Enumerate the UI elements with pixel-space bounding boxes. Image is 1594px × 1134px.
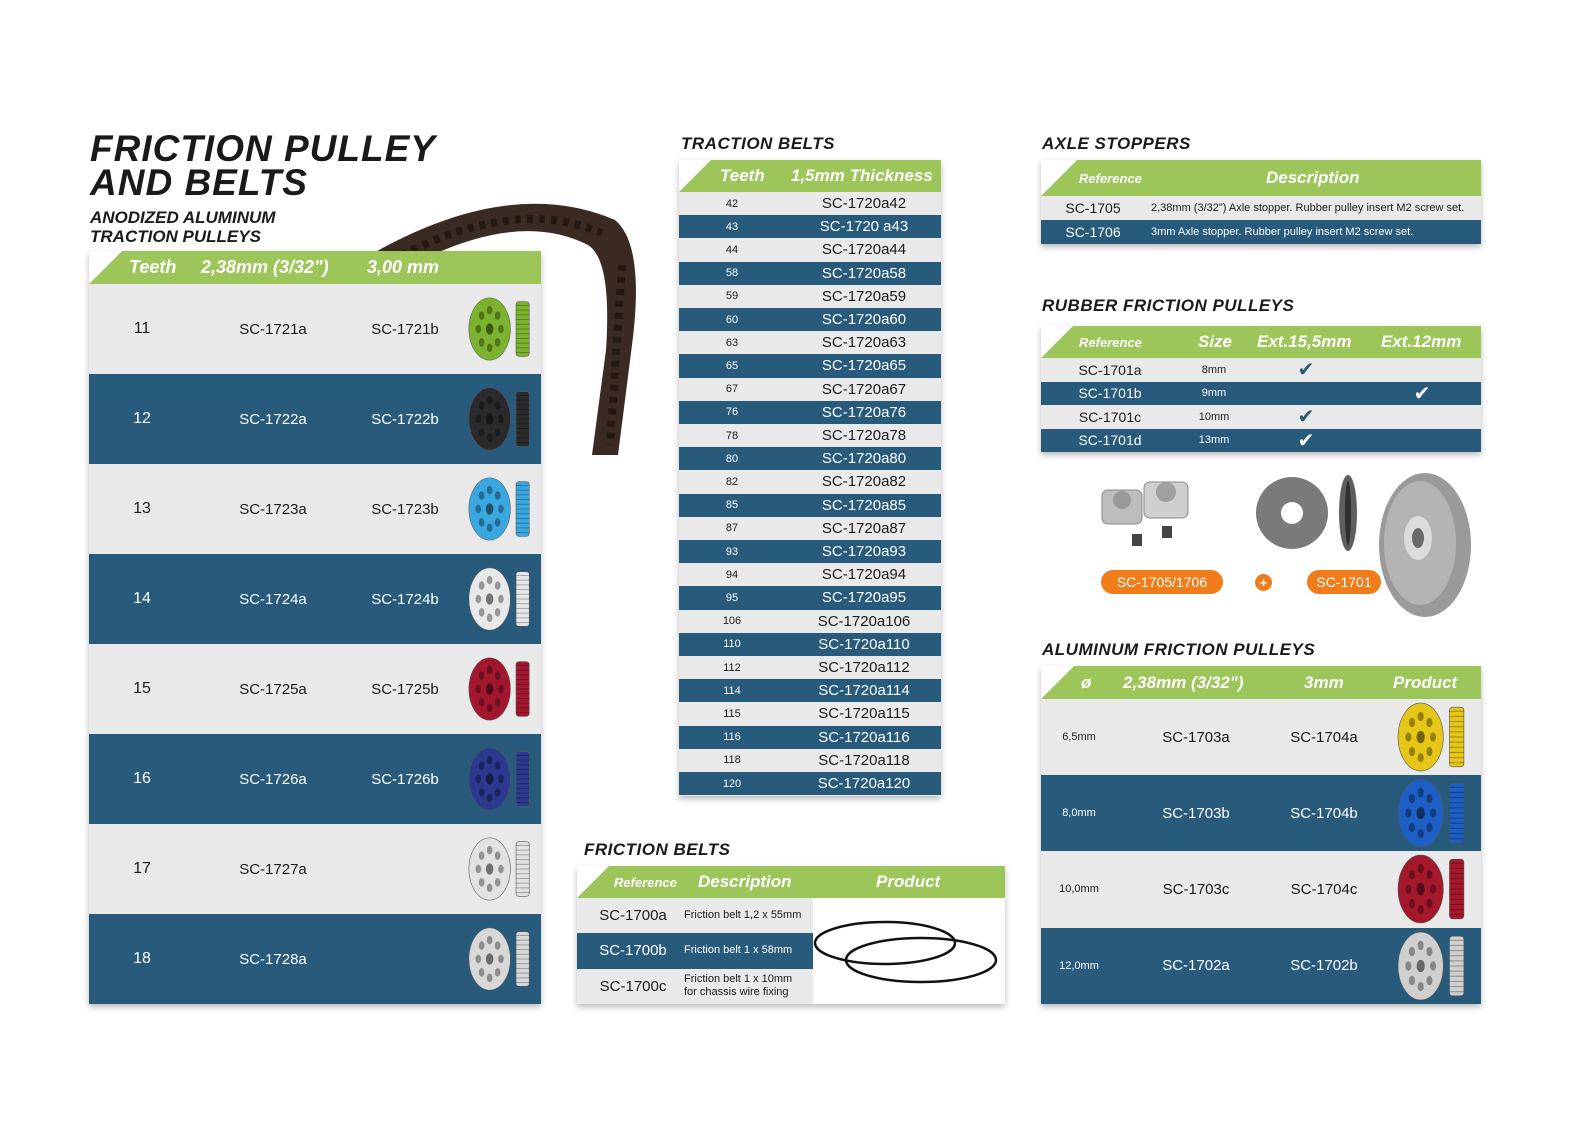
pulley-icon: [467, 474, 533, 544]
table-row: [679, 726, 941, 749]
belt-ref-cell: SC-1720a65: [821, 357, 907, 375]
teeth-cell: 94: [725, 568, 739, 581]
table-row: [679, 192, 941, 215]
ref-238-cell: SC-1728a: [239, 950, 307, 968]
teeth-cell: 85: [725, 499, 739, 512]
table-row: [679, 563, 941, 586]
ref-3mm-cell: SC-1702b: [1290, 957, 1358, 975]
belt-ref-cell: SC-1720a118: [818, 751, 910, 769]
table-row: [679, 772, 941, 795]
table-row: [1041, 220, 1481, 244]
teeth-cell: 115: [723, 707, 741, 720]
belt-ref-cell: SC-1720a94: [821, 566, 907, 584]
table-row: [679, 633, 941, 656]
friction-belt-desc-cell: [684, 898, 812, 933]
table-row: [679, 749, 941, 772]
traction-belts-table: [679, 160, 941, 796]
rubber-pulleys-header: [1041, 326, 1481, 358]
diameter-cell: 12,0mm: [1059, 959, 1099, 972]
teeth-cell: 58: [725, 267, 739, 280]
friction-belt-ref-cell: SC-1700c: [599, 977, 667, 995]
belt-ref-cell: SC-1720a80: [821, 450, 907, 468]
pulley-image: [1387, 775, 1477, 851]
belt-ref-cell: SC-1720a110: [818, 635, 910, 653]
aluminum-pulleys-table: [1041, 666, 1481, 1004]
teeth-cell: 17: [133, 860, 151, 877]
belt-ref-cell: SC-1720a106: [817, 612, 911, 630]
pulley-image: [464, 914, 536, 1004]
teeth-cell: 11: [133, 320, 151, 337]
table-row: [679, 470, 941, 493]
belt-ref-cell: SC-1720a76: [821, 403, 907, 421]
page-title-line2: AND BELTS: [90, 162, 308, 203]
pulley-icon: [1395, 777, 1469, 849]
belt-ref-cell: SC-1720a95: [821, 589, 907, 607]
teeth-cell: 93: [725, 545, 739, 558]
diameter-cell: 10,0mm: [1059, 883, 1099, 896]
teeth-cell: 12: [133, 410, 151, 427]
size-cell: 9mm: [1201, 387, 1227, 400]
teeth-cell: 82: [725, 475, 739, 488]
belt-ref-cell: SC-1720a87: [821, 519, 907, 537]
ext155-check-icon: [1271, 382, 1341, 406]
belt-ref-cell: SC-1720a58: [821, 264, 907, 282]
teeth-cell: 65: [725, 359, 739, 372]
teeth-cell: 112: [723, 661, 741, 674]
teeth-cell: 13: [133, 500, 151, 517]
friction-belt-desc-cell: [684, 969, 812, 1004]
rubber-ref-cell: SC-1701b: [1078, 385, 1142, 402]
header-ext155: Ext.15,5mm: [1257, 332, 1352, 351]
rubber-pulley-reference-pill: SC-1701: [1307, 570, 1381, 594]
size-cell: 8mm: [1201, 363, 1227, 376]
table-row: [679, 215, 941, 238]
table-row: [89, 284, 541, 374]
table-row: [89, 824, 541, 914]
table-row: [679, 285, 941, 308]
teeth-cell: 76: [725, 406, 739, 419]
pulley-icon: [467, 834, 533, 904]
belt-ref-cell: SC-1720a78: [821, 427, 907, 445]
traction-belts-title: TRACTION BELTS: [681, 134, 836, 153]
teeth-cell: 110: [723, 638, 741, 651]
belt-ref-cell: SC-1720a60: [821, 311, 907, 329]
ref-238-cell: SC-1702a: [1162, 957, 1230, 975]
pulley-image: [464, 644, 536, 734]
friction-belt-desc-cell: [684, 933, 812, 968]
belt-ref-cell: SC-1720a82: [821, 473, 907, 491]
axle-stoppers-header: [1041, 160, 1481, 196]
traction-belts-header: [679, 160, 941, 192]
rubber-ref-cell: SC-1701a: [1078, 361, 1142, 378]
header-238mm: 2,38mm (3/32"): [201, 257, 329, 277]
pulley-icon: [467, 384, 533, 454]
teeth-cell: 87: [725, 522, 739, 535]
ext12-check-icon: [1387, 429, 1457, 453]
belt-ref-cell: SC-1720a120: [817, 775, 911, 793]
teeth-cell: 78: [725, 429, 739, 442]
diameter-cell: 6,5mm: [1062, 731, 1096, 744]
teeth-cell: 80: [725, 452, 739, 465]
header-diameter: ø: [1081, 672, 1092, 692]
page-subtitle-line2: TRACTION PULLEYS: [90, 227, 261, 246]
header-teeth: Teeth: [720, 166, 765, 185]
table-row: [577, 898, 813, 933]
page-title-line1: FRICTION PULLEY: [90, 128, 436, 169]
traction-pulleys-table: [89, 251, 541, 1004]
pulley-icon: [1395, 930, 1469, 1002]
teeth-cell: 106: [722, 615, 742, 628]
table-row: [679, 262, 941, 285]
ref-3mm-cell: SC-1704b: [1290, 804, 1358, 822]
table-row: [89, 644, 541, 734]
header-description: Description: [1266, 168, 1360, 187]
table-row: [679, 517, 941, 540]
friction-belts-table: [577, 866, 1005, 1004]
header-ext12: Ext.12mm: [1381, 332, 1462, 351]
rubber-ref-cell: SC-1701c: [1078, 408, 1142, 425]
ref-238-cell: SC-1721a: [239, 320, 307, 338]
friction-belt-ref-cell: SC-1700b: [599, 942, 667, 960]
teeth-cell: 95: [725, 591, 739, 604]
belt-ref-cell: SC-1720a114: [818, 682, 910, 700]
belt-ref-cell: SC-1720a85: [821, 496, 907, 514]
desc-line1: Friction belt 1 x 10mm: [684, 973, 793, 986]
header-product: Product: [1393, 672, 1458, 692]
teeth-cell: 16: [133, 770, 151, 787]
ref-3mm-cell: SC-1721b: [371, 320, 439, 338]
stopper-desc-cell: 2,38mm (3/32") Axle stopper. Rubber pulley insert M2 screw set.: [1151, 202, 1465, 214]
ext155-check-icon: ✔: [1297, 359, 1315, 382]
header-thickness: 1,5mm Thickness: [791, 166, 933, 185]
belt-ref-cell: SC-1720a42: [821, 195, 907, 213]
ref-3mm-cell: SC-1704a: [1290, 728, 1358, 746]
teeth-cell: 63: [725, 336, 739, 349]
rubber-pulley-side-icon: [1339, 475, 1357, 551]
header-reference: Reference: [1079, 170, 1142, 186]
teeth-cell: 44: [725, 243, 739, 256]
pulley-image: [464, 734, 536, 824]
friction-belt-ref-cell: SC-1700a: [599, 907, 667, 925]
pulley-image: [1387, 699, 1477, 775]
header-reference: Reference: [1079, 334, 1142, 350]
traction-pulleys-header: [89, 251, 541, 284]
table-row: [679, 354, 941, 377]
table-row: [1041, 928, 1481, 1004]
size-cell: 13mm: [1198, 434, 1230, 447]
belt-ref-cell: SC-1720a116: [818, 728, 910, 746]
ref-3mm-cell: [351, 824, 459, 914]
table-row: [679, 679, 941, 702]
ext155-check-icon: ✔: [1297, 429, 1315, 452]
table-row: [1041, 851, 1481, 927]
ref-3mm-cell: SC-1724b: [371, 590, 439, 608]
pulley-icon: [467, 744, 533, 814]
table-row: [679, 610, 941, 633]
ref-238-cell: SC-1727a: [239, 860, 307, 878]
pulley-icon: [1395, 853, 1469, 925]
teeth-cell: 18: [133, 950, 151, 967]
friction-belt-product-image: [813, 898, 1005, 1004]
table-row: [679, 401, 941, 424]
teeth-cell: 59: [725, 290, 739, 303]
ext12-check-icon: [1387, 358, 1457, 382]
pulley-image: [1387, 928, 1477, 1004]
header-teeth: Teeth: [129, 257, 177, 277]
teeth-cell: 120: [722, 777, 742, 790]
ref-3mm-cell: SC-1723b: [371, 500, 439, 518]
stopper-reference-pill: SC-1705/1706: [1101, 570, 1223, 594]
table-row: [679, 331, 941, 354]
table-row: [679, 447, 941, 470]
header-238mm: 2,38mm (3/32"): [1123, 672, 1244, 692]
ref-238-cell: SC-1703b: [1162, 804, 1230, 822]
table-row: [1041, 775, 1481, 851]
ref-3mm-cell: SC-1725b: [371, 680, 439, 698]
pulley-icon: [467, 294, 533, 364]
teeth-cell: 116: [723, 731, 741, 744]
teeth-cell: 67: [725, 383, 739, 396]
ext12-check-icon: [1387, 405, 1457, 429]
table-row: [679, 424, 941, 447]
ext12-check-icon: ✔: [1413, 382, 1431, 405]
table-row: [679, 656, 941, 679]
belt-ref-cell: SC-1720 a43: [819, 218, 909, 236]
aluminum-pulleys-title: ALUMINUM FRICTION PULLEYS: [1042, 640, 1316, 659]
header-size: Size: [1198, 332, 1233, 351]
header-3mm: 3,00 mm: [367, 257, 440, 277]
pulley-image: [464, 374, 536, 464]
teeth-cell: 43: [725, 220, 739, 233]
ref-3mm-cell: [351, 914, 459, 1004]
plus-icon: +: [1255, 574, 1272, 591]
rubber-pulleys-title: RUBBER FRICTION PULLEYS: [1042, 296, 1295, 315]
ref-238-cell: SC-1725a: [239, 680, 307, 698]
pulley-image: [464, 824, 536, 914]
ext155-check-icon: ✔: [1297, 406, 1315, 429]
belt-ref-cell: SC-1720a44: [821, 241, 907, 259]
table-row: [1041, 196, 1481, 220]
ref-3mm-cell: SC-1722b: [371, 410, 439, 428]
pulley-icon: [1395, 701, 1469, 773]
aluminum-pulleys-header: [1041, 666, 1481, 699]
belt-ref-cell: SC-1720a67: [821, 380, 907, 398]
rubber-pulley-large-icon: [1379, 473, 1471, 617]
axle-stopper-icon: [1102, 482, 1188, 546]
table-row: [1041, 382, 1481, 406]
pulley-image: [464, 464, 536, 554]
table-row: [679, 540, 941, 563]
ref-238-cell: SC-1724a: [239, 590, 307, 608]
diameter-cell: 8,0mm: [1062, 807, 1096, 820]
header-3mm: 3mm: [1304, 672, 1344, 692]
stoppers-and-rubber-pulleys-image: [1090, 470, 1480, 620]
stopper-desc-cell: 3mm Axle stopper. Rubber pulley insert M2 screw set.: [1151, 226, 1414, 238]
friction-belts-header: [577, 866, 1005, 898]
belt-ref-cell: SC-1720a112: [818, 659, 910, 677]
stopper-ref-cell: SC-1706: [1065, 224, 1121, 240]
header-reference: Reference: [614, 874, 677, 890]
teeth-cell: 114: [723, 684, 741, 697]
stopper-ref-cell: SC-1705: [1065, 200, 1121, 216]
table-row: [89, 554, 541, 644]
ref-238-cell: SC-1722a: [239, 410, 307, 428]
size-cell: 10mm: [1198, 410, 1230, 423]
desc-line2: for chassis wire fixing: [684, 986, 789, 999]
table-row: [577, 933, 813, 968]
table-row: [577, 969, 813, 1004]
table-row: [89, 734, 541, 824]
ref-238-cell: SC-1723a: [239, 500, 307, 518]
pulley-image: [464, 284, 536, 374]
belt-ref-cell: SC-1720a63: [821, 334, 907, 352]
teeth-cell: 60: [725, 313, 739, 326]
belt-ref-cell: SC-1720a115: [818, 705, 910, 723]
table-row: [679, 494, 941, 517]
table-row: [1041, 358, 1481, 382]
axle-stoppers-title: AXLE STOPPERS: [1042, 134, 1191, 153]
ref-238-cell: SC-1703a: [1162, 728, 1230, 746]
belt-ref-cell: SC-1720a93: [821, 543, 907, 561]
pulley-icon: [467, 924, 533, 994]
rubber-pulleys-table: [1041, 326, 1481, 452]
desc-line1: Friction belt 1,2 x 55mm: [684, 909, 802, 922]
teeth-cell: 15: [133, 680, 151, 697]
table-row: [679, 378, 941, 401]
table-row: [679, 702, 941, 725]
rubber-washer-icon: [1256, 477, 1328, 549]
ref-3mm-cell: SC-1726b: [371, 770, 439, 788]
table-row: [1041, 699, 1481, 775]
desc-line1: Friction belt 1 x 58mm: [684, 944, 793, 957]
table-row: [679, 238, 941, 261]
page-subtitle: [90, 208, 275, 246]
table-row: [1041, 429, 1481, 453]
table-row: [89, 914, 541, 1004]
belt-ref-cell: SC-1720a59: [821, 287, 907, 305]
ref-3mm-cell: SC-1704c: [1290, 880, 1358, 898]
teeth-cell: 42: [725, 197, 739, 210]
teeth-cell: 118: [723, 754, 741, 767]
rubber-ref-cell: SC-1701d: [1078, 432, 1142, 449]
rubber-belt-icon: [813, 898, 1005, 1004]
teeth-cell: 14: [133, 590, 151, 607]
header-product: Product: [876, 872, 941, 891]
axle-stoppers-table: [1041, 160, 1481, 244]
page-subtitle-line1: ANODIZED ALUMINUM: [90, 208, 276, 227]
pulley-icon: [467, 654, 533, 724]
ref-238-cell: SC-1703c: [1162, 880, 1230, 898]
pulley-image: [464, 554, 536, 644]
ref-238-cell: SC-1726a: [239, 770, 307, 788]
table-row: [679, 308, 941, 331]
table-row: [89, 374, 541, 464]
table-row: [1041, 405, 1481, 429]
table-row: [679, 586, 941, 609]
pulley-icon: [467, 564, 533, 634]
table-row: [89, 464, 541, 554]
friction-belts-title: FRICTION BELTS: [584, 840, 731, 859]
pulley-image: [1387, 851, 1477, 927]
header-description: Description: [698, 872, 792, 891]
